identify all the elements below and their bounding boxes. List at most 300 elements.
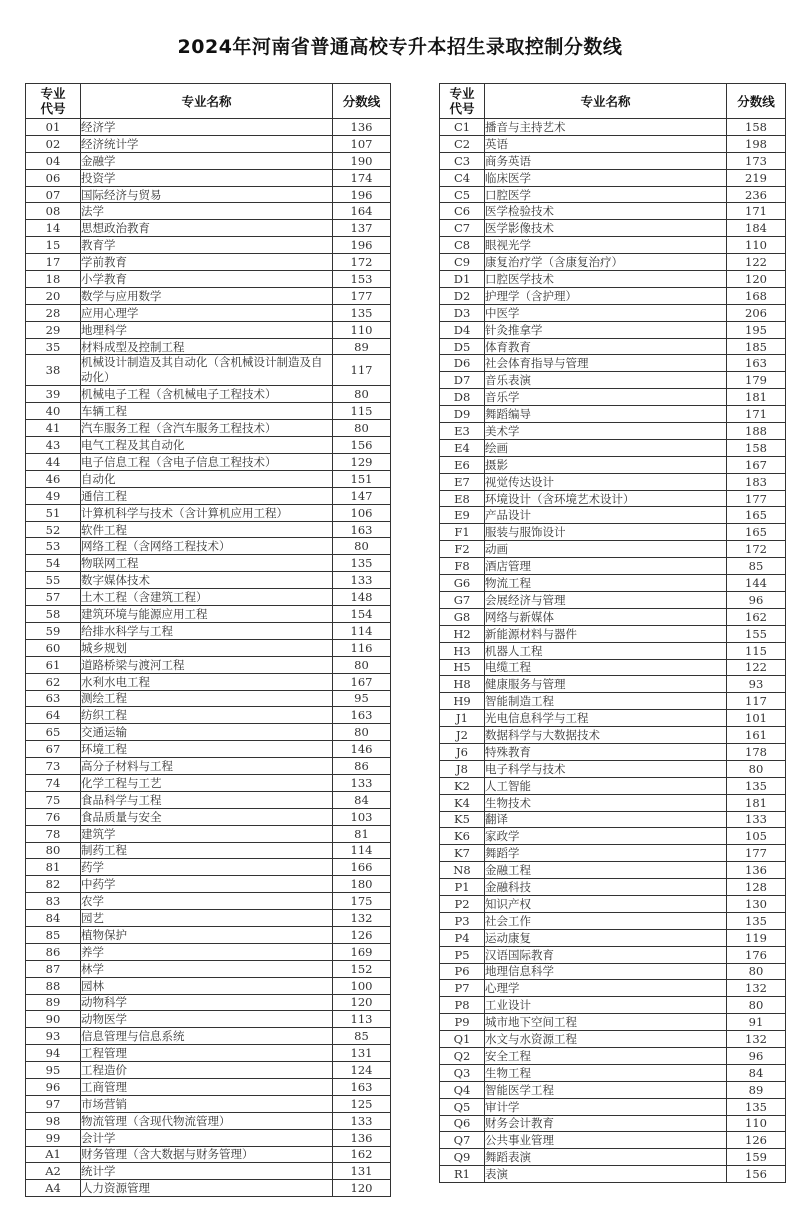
major-name: 审计学 xyxy=(485,1098,727,1115)
table-body-left xyxy=(26,119,391,1197)
major-name: 土木工程（含建筑工程） xyxy=(81,589,333,606)
score-table-left xyxy=(25,83,391,1197)
table-row xyxy=(26,741,391,758)
major-code: 18 xyxy=(26,271,81,288)
major-code: 60 xyxy=(26,639,81,656)
score-value: 181 xyxy=(727,389,786,406)
table-row xyxy=(26,943,391,960)
table-row xyxy=(440,929,786,946)
table-row xyxy=(440,879,786,896)
score-value: 179 xyxy=(727,372,786,389)
score-value: 171 xyxy=(727,406,786,423)
major-code: D5 xyxy=(440,338,485,355)
major-name: 护理学（含护理） xyxy=(485,287,727,304)
major-name: 制药工程 xyxy=(81,842,333,859)
major-name: 舞蹈学 xyxy=(485,845,727,862)
score-value: 133 xyxy=(727,811,786,828)
table-row xyxy=(440,710,786,727)
table-row xyxy=(26,639,391,656)
major-code: P3 xyxy=(440,912,485,929)
major-code: 94 xyxy=(26,1045,81,1062)
major-name: 数学与应用数学 xyxy=(81,287,333,304)
score-value: 188 xyxy=(727,423,786,440)
major-name: 法学 xyxy=(81,203,333,220)
major-code: 78 xyxy=(26,825,81,842)
score-value: 196 xyxy=(333,237,391,254)
major-name: 家政学 xyxy=(485,828,727,845)
table-row xyxy=(440,406,786,423)
major-code: G8 xyxy=(440,608,485,625)
score-value: 185 xyxy=(727,338,786,355)
score-value: 155 xyxy=(727,625,786,642)
score-value: 163 xyxy=(333,707,391,724)
major-code: N8 xyxy=(440,862,485,879)
major-code: C4 xyxy=(440,169,485,186)
major-name: 数字媒体技术 xyxy=(81,572,333,589)
major-name: 机械设计制造及其自动化（含机械设计制造及自动化） xyxy=(81,355,333,386)
major-code: D2 xyxy=(440,287,485,304)
major-name: 软件工程 xyxy=(81,521,333,538)
header-code-line2: 代号 xyxy=(449,101,475,116)
table-row xyxy=(440,271,786,288)
score-value: 154 xyxy=(333,606,391,623)
score-value: 115 xyxy=(727,642,786,659)
table-row xyxy=(440,1149,786,1166)
score-value: 146 xyxy=(333,741,391,758)
major-name: 康复治疗学（含康复治疗） xyxy=(485,254,727,271)
major-code: 93 xyxy=(26,1028,81,1045)
major-name: 小学教育 xyxy=(81,271,333,288)
table-row xyxy=(440,980,786,997)
score-value: 81 xyxy=(333,825,391,842)
major-name: 动物科学 xyxy=(81,994,333,1011)
major-name: 动画 xyxy=(485,541,727,558)
major-name: 车辆工程 xyxy=(81,403,333,420)
major-code: C2 xyxy=(440,135,485,152)
major-name: 物流管理（含现代物流管理） xyxy=(81,1112,333,1129)
header-name: 专业名称 xyxy=(81,84,333,119)
table-row xyxy=(440,811,786,828)
major-name: 经济学 xyxy=(81,119,333,136)
major-name: 环境工程 xyxy=(81,741,333,758)
table-row xyxy=(440,186,786,203)
header-code xyxy=(26,84,81,119)
major-name: 高分子材料与工程 xyxy=(81,758,333,775)
score-value: 171 xyxy=(727,203,786,220)
major-code: P9 xyxy=(440,1014,485,1031)
score-value: 96 xyxy=(727,591,786,608)
major-name: 水文与水资源工程 xyxy=(485,1031,727,1048)
major-code: 20 xyxy=(26,287,81,304)
major-name: 信息管理与信息系统 xyxy=(81,1028,333,1045)
major-code: 06 xyxy=(26,169,81,186)
table-row xyxy=(26,825,391,842)
score-value: 84 xyxy=(727,1064,786,1081)
major-name: 金融工程 xyxy=(485,862,727,879)
table-row xyxy=(440,1115,786,1132)
score-value: 119 xyxy=(727,929,786,946)
table-row xyxy=(26,338,391,355)
table-row xyxy=(440,507,786,524)
table-row xyxy=(26,1078,391,1095)
major-name: 产品设计 xyxy=(485,507,727,524)
major-name: 会计学 xyxy=(81,1129,333,1146)
major-name: 临床医学 xyxy=(485,169,727,186)
major-code: 17 xyxy=(26,254,81,271)
major-name: 体育教育 xyxy=(485,338,727,355)
score-value: 115 xyxy=(333,403,391,420)
score-value: 164 xyxy=(333,203,391,220)
table-row xyxy=(26,437,391,454)
major-code: 44 xyxy=(26,454,81,471)
score-value: 151 xyxy=(333,470,391,487)
score-value: 167 xyxy=(727,456,786,473)
major-name: 绘画 xyxy=(485,439,727,456)
score-value: 181 xyxy=(727,794,786,811)
table-row xyxy=(26,977,391,994)
score-value: 173 xyxy=(727,152,786,169)
table-row xyxy=(26,791,391,808)
major-name: 自动化 xyxy=(81,470,333,487)
table-row xyxy=(26,521,391,538)
score-value: 177 xyxy=(727,845,786,862)
major-code: 95 xyxy=(26,1062,81,1079)
score-value: 122 xyxy=(727,659,786,676)
score-value: 89 xyxy=(727,1081,786,1098)
major-name: 特殊教育 xyxy=(485,743,727,760)
table-row xyxy=(440,203,786,220)
major-code: K5 xyxy=(440,811,485,828)
table-header-row xyxy=(440,84,786,119)
table-row xyxy=(26,254,391,271)
major-name: 物流工程 xyxy=(485,575,727,592)
major-name: 商务英语 xyxy=(485,152,727,169)
score-value: 80 xyxy=(333,656,391,673)
major-name: 材料成型及控制工程 xyxy=(81,338,333,355)
major-name: 计算机科学与技术（含计算机应用工程） xyxy=(81,504,333,521)
major-code: E6 xyxy=(440,456,485,473)
major-code: 02 xyxy=(26,135,81,152)
major-code: D6 xyxy=(440,355,485,372)
table-row xyxy=(26,572,391,589)
score-value: 126 xyxy=(333,926,391,943)
table-row xyxy=(440,220,786,237)
score-value: 110 xyxy=(727,237,786,254)
score-value: 132 xyxy=(333,910,391,927)
major-code: 73 xyxy=(26,758,81,775)
major-name: 光电信息科学与工程 xyxy=(485,710,727,727)
score-value: 107 xyxy=(333,135,391,152)
major-name: 水利水电工程 xyxy=(81,673,333,690)
major-code: 51 xyxy=(26,504,81,521)
table-row xyxy=(440,743,786,760)
major-code: 35 xyxy=(26,338,81,355)
major-code: D4 xyxy=(440,321,485,338)
table-row xyxy=(26,470,391,487)
table-row xyxy=(440,845,786,862)
score-value: 110 xyxy=(333,321,391,338)
score-value: 85 xyxy=(727,558,786,575)
header-name: 专业名称 xyxy=(485,84,727,119)
major-code: A2 xyxy=(26,1163,81,1180)
major-code: D7 xyxy=(440,372,485,389)
major-code: K7 xyxy=(440,845,485,862)
major-name: 食品科学与工程 xyxy=(81,791,333,808)
score-value: 159 xyxy=(727,1149,786,1166)
score-value: 196 xyxy=(333,186,391,203)
major-name: 知识产权 xyxy=(485,895,727,912)
score-value: 135 xyxy=(333,555,391,572)
score-value: 105 xyxy=(727,828,786,845)
major-code: 89 xyxy=(26,994,81,1011)
table-row xyxy=(26,1112,391,1129)
major-code: J8 xyxy=(440,760,485,777)
major-name: 财务管理（含大数据与财务管理） xyxy=(81,1146,333,1163)
major-code: D9 xyxy=(440,406,485,423)
major-code: 76 xyxy=(26,808,81,825)
major-name: 园艺 xyxy=(81,910,333,927)
score-value: 125 xyxy=(333,1095,391,1112)
major-code: 46 xyxy=(26,470,81,487)
table-row xyxy=(26,538,391,555)
table-row xyxy=(26,690,391,707)
score-value: 128 xyxy=(727,879,786,896)
table-row xyxy=(26,420,391,437)
major-name: 网络与新媒体 xyxy=(485,608,727,625)
major-name: 翻译 xyxy=(485,811,727,828)
major-name: 医学影像技术 xyxy=(485,220,727,237)
major-name: 数据科学与大数据技术 xyxy=(485,727,727,744)
score-value: 165 xyxy=(727,524,786,541)
table-row xyxy=(26,504,391,521)
table-row xyxy=(26,237,391,254)
major-code: Q1 xyxy=(440,1031,485,1048)
major-code: 87 xyxy=(26,960,81,977)
table-row xyxy=(440,321,786,338)
score-value: 162 xyxy=(333,1146,391,1163)
table-row xyxy=(440,473,786,490)
score-value: 165 xyxy=(727,507,786,524)
header-score: 分数线 xyxy=(333,84,391,119)
table-row xyxy=(26,386,391,403)
major-code: P4 xyxy=(440,929,485,946)
major-name: 电子科学与技术 xyxy=(485,760,727,777)
score-value: 131 xyxy=(333,1163,391,1180)
major-code: E4 xyxy=(440,439,485,456)
table-row xyxy=(440,355,786,372)
table-row xyxy=(440,456,786,473)
major-name: 地理信息科学 xyxy=(485,963,727,980)
major-code: 08 xyxy=(26,203,81,220)
major-name: 表演 xyxy=(485,1166,727,1183)
table-row xyxy=(26,1062,391,1079)
major-code: 59 xyxy=(26,622,81,639)
major-code: 83 xyxy=(26,893,81,910)
major-name: 社会工作 xyxy=(485,912,727,929)
table-row xyxy=(26,673,391,690)
major-code: H9 xyxy=(440,693,485,710)
table-row xyxy=(26,960,391,977)
major-code: P5 xyxy=(440,946,485,963)
major-name: 养学 xyxy=(81,943,333,960)
major-name: 食品质量与安全 xyxy=(81,808,333,825)
score-table-right xyxy=(439,83,786,1183)
score-value: 135 xyxy=(727,912,786,929)
major-code: 54 xyxy=(26,555,81,572)
score-value: 120 xyxy=(333,994,391,1011)
major-name: 电子信息工程（含电子信息工程技术） xyxy=(81,454,333,471)
table-row xyxy=(26,487,391,504)
major-code: 61 xyxy=(26,656,81,673)
table-row xyxy=(440,338,786,355)
major-code: P6 xyxy=(440,963,485,980)
score-value: 236 xyxy=(727,186,786,203)
major-code: H5 xyxy=(440,659,485,676)
table-row xyxy=(26,758,391,775)
major-name: 测绘工程 xyxy=(81,690,333,707)
table-row xyxy=(26,1095,391,1112)
major-code: D3 xyxy=(440,304,485,321)
score-value: 162 xyxy=(727,608,786,625)
major-name: 应用心理学 xyxy=(81,304,333,321)
score-value: 147 xyxy=(333,487,391,504)
table-row xyxy=(26,926,391,943)
major-code: 90 xyxy=(26,1011,81,1028)
major-code: Q4 xyxy=(440,1081,485,1098)
score-value: 80 xyxy=(727,997,786,1014)
table-row xyxy=(440,625,786,642)
table-row xyxy=(26,893,391,910)
major-code: Q7 xyxy=(440,1132,485,1149)
header-score: 分数线 xyxy=(727,84,786,119)
major-code: 74 xyxy=(26,774,81,791)
table-row xyxy=(440,963,786,980)
major-code: R1 xyxy=(440,1166,485,1183)
score-value: 153 xyxy=(333,271,391,288)
score-value: 120 xyxy=(333,1180,391,1197)
major-code: A1 xyxy=(26,1146,81,1163)
major-code: C7 xyxy=(440,220,485,237)
table-row xyxy=(440,727,786,744)
table-row xyxy=(26,842,391,859)
major-name: 心理学 xyxy=(485,980,727,997)
major-name: 学前教育 xyxy=(81,254,333,271)
score-value: 148 xyxy=(333,589,391,606)
major-code: Q9 xyxy=(440,1149,485,1166)
table-row xyxy=(440,254,786,271)
major-name: 工商管理 xyxy=(81,1078,333,1095)
table-row xyxy=(440,642,786,659)
score-value: 80 xyxy=(727,760,786,777)
score-value: 166 xyxy=(333,859,391,876)
table-row xyxy=(440,524,786,541)
major-code: 55 xyxy=(26,572,81,589)
header-code-line1: 专业 xyxy=(40,86,66,101)
major-name: 药学 xyxy=(81,859,333,876)
score-value: 172 xyxy=(727,541,786,558)
score-value: 156 xyxy=(727,1166,786,1183)
score-value: 96 xyxy=(727,1047,786,1064)
table-row xyxy=(26,321,391,338)
major-name: 教育学 xyxy=(81,237,333,254)
table-row xyxy=(26,186,391,203)
header-code-line2: 代号 xyxy=(40,101,66,116)
major-code: 57 xyxy=(26,589,81,606)
score-value: 131 xyxy=(333,1045,391,1062)
score-value: 178 xyxy=(727,743,786,760)
table-row xyxy=(440,912,786,929)
table-row xyxy=(440,794,786,811)
major-name: 播音与主持艺术 xyxy=(485,119,727,136)
major-code: K6 xyxy=(440,828,485,845)
table-row xyxy=(26,119,391,136)
major-code: C1 xyxy=(440,119,485,136)
table-row xyxy=(26,1146,391,1163)
score-value: 168 xyxy=(727,287,786,304)
major-name: 工程管理 xyxy=(81,1045,333,1062)
major-name: 人力资源管理 xyxy=(81,1180,333,1197)
score-value: 163 xyxy=(727,355,786,372)
major-name: 建筑学 xyxy=(81,825,333,842)
table-row xyxy=(26,656,391,673)
table-row xyxy=(440,287,786,304)
table-row xyxy=(440,237,786,254)
major-name: 金融科技 xyxy=(485,879,727,896)
major-name: 金融学 xyxy=(81,152,333,169)
major-code: 88 xyxy=(26,977,81,994)
major-code: C3 xyxy=(440,152,485,169)
score-value: 163 xyxy=(333,1078,391,1095)
table-row xyxy=(26,555,391,572)
table-row xyxy=(26,707,391,724)
table-row xyxy=(440,490,786,507)
score-value: 114 xyxy=(333,842,391,859)
major-name: 林学 xyxy=(81,960,333,977)
table-row xyxy=(440,169,786,186)
major-code: P2 xyxy=(440,895,485,912)
major-name: 电缆工程 xyxy=(485,659,727,676)
major-name: 通信工程 xyxy=(81,487,333,504)
major-code: A4 xyxy=(26,1180,81,1197)
table-row xyxy=(440,676,786,693)
major-code: D8 xyxy=(440,389,485,406)
score-value: 103 xyxy=(333,808,391,825)
score-value: 106 xyxy=(333,504,391,521)
score-value: 163 xyxy=(333,521,391,538)
score-value: 144 xyxy=(727,575,786,592)
score-value: 184 xyxy=(727,220,786,237)
major-code: J1 xyxy=(440,710,485,727)
score-value: 158 xyxy=(727,439,786,456)
score-value: 120 xyxy=(727,271,786,288)
score-value: 113 xyxy=(333,1011,391,1028)
major-name: 交通运输 xyxy=(81,724,333,741)
table-row xyxy=(26,403,391,420)
major-code: 29 xyxy=(26,321,81,338)
table-row xyxy=(440,862,786,879)
major-name: 工程造价 xyxy=(81,1062,333,1079)
score-value: 135 xyxy=(727,777,786,794)
score-value: 133 xyxy=(333,774,391,791)
table-body-right xyxy=(440,119,786,1183)
table-row xyxy=(440,135,786,152)
major-code: 80 xyxy=(26,842,81,859)
major-name: 市场营销 xyxy=(81,1095,333,1112)
major-code: 38 xyxy=(26,355,81,386)
major-name: 针灸推拿学 xyxy=(485,321,727,338)
score-value: 80 xyxy=(333,538,391,555)
major-code: F1 xyxy=(440,524,485,541)
